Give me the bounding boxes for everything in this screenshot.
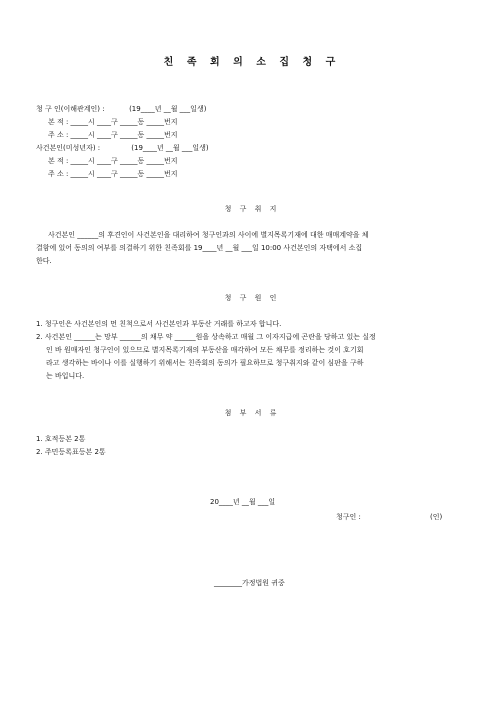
- principal-line: 사건본인(미성년자) : (19____년 __월 ___일생): [36, 144, 209, 152]
- purpose-text-line-2: 결함에 있어 동의의 여부를 의결하기 위한 친족회를 19____년 __월 ___일 10:00 사건본인의 자택에서 소집: [36, 244, 363, 252]
- claimant-line: 청 구 인(이해관계인) : (19____년 __월 ___일생): [36, 105, 207, 113]
- purpose-text-line-1: 사건본인 ______의 후견인이 사건본인을 대리하여 청구인과의 사이에 별지목록기재에 대한 매매계약을 체: [48, 231, 369, 239]
- purpose-text-line-3: 한다.: [36, 257, 52, 265]
- attachment-item-2: 2. 주민등록표등본 2통: [36, 448, 106, 456]
- signature-seal: (인): [430, 513, 443, 521]
- document-title: 친 족 회 의 소 집 청 구: [163, 57, 341, 68]
- cause-item-2-line-1: 2. 사건본인 ______는 망부 ______의 채무 약 ______원을 상속하고 매월 그 이자지급에 곤란을 당하고 있는 실정: [36, 333, 376, 341]
- cause-item-2-line-2: 인 바 원매자인 청구인이 있으므로 별지목록기재의 부동산을 매각하여 모든 채무를 정리하는 것이 호기회: [46, 346, 364, 354]
- document-date: 20____년 __월 ___일: [210, 498, 276, 506]
- principal-address-line: 주 소 : _____시 ____구 _____동 _____번지: [48, 170, 178, 178]
- claimant-address-line: 주 소 : _____시 ____구 _____동 _____번지: [48, 131, 178, 139]
- cause-item-2-line-4: 는 바입니다.: [46, 372, 85, 380]
- attachments-heading: 첨 부 서 류: [224, 409, 280, 417]
- attachment-item-1: 1. 호적등본 2통: [36, 435, 86, 443]
- cause-item-2-line-3: 라고 생각하는 바이나 이를 실행하기 위해서는 친족회의 동의가 필요하므로 청구취지와 같이 심판을 구하: [46, 359, 364, 367]
- cause-item-1: 1. 청구인은 사건본인의 먼 친척으로서 사건본인과 부동산 거래를 하고자 합니다.: [36, 320, 282, 328]
- claimant-domicile-line: 본 적 : _____시 ____구 _____동 _____번지: [48, 118, 178, 126]
- court-addressee: ________가정법원 귀중: [214, 579, 285, 587]
- cause-heading: 청 구 원 인: [224, 294, 280, 302]
- signature-label: 청구인 :: [336, 513, 361, 521]
- purpose-heading: 청 구 취 지: [224, 205, 280, 213]
- principal-domicile-line: 본 적 : _____시 ____구 _____동 _____번지: [48, 157, 178, 165]
